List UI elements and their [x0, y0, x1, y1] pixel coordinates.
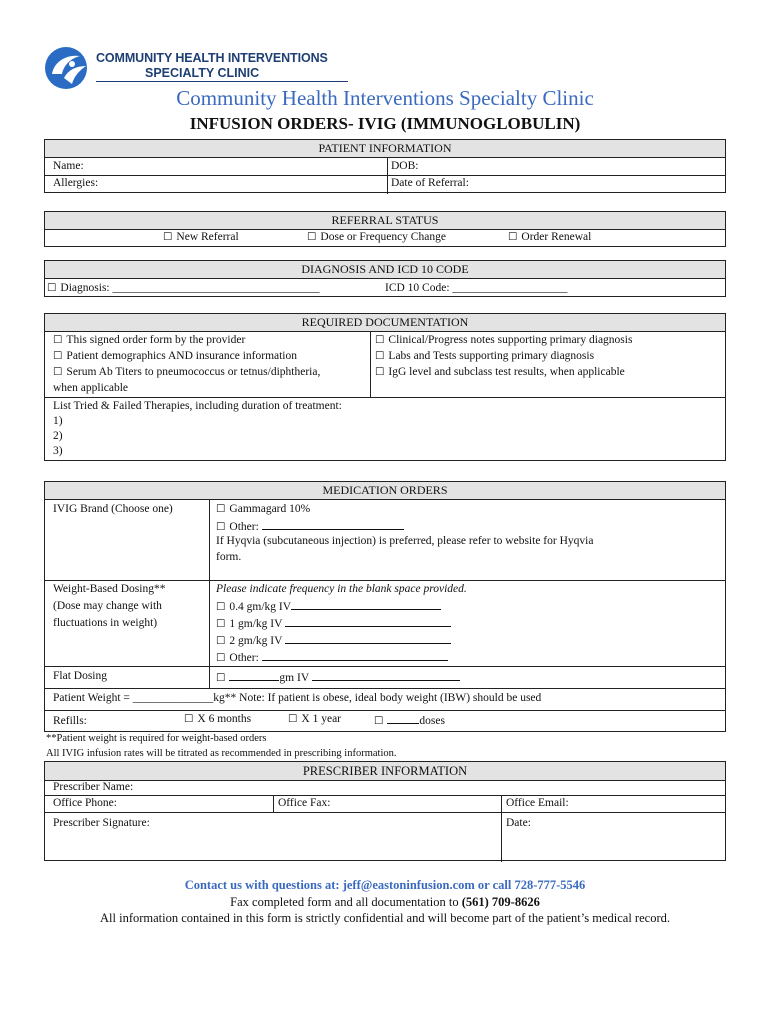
refill-option-6-months[interactable] [184, 713, 251, 725]
refill-option-1-year[interactable] [288, 713, 341, 725]
referral-status-header: REFERRAL STATUS [45, 212, 725, 230]
refill-doses-blank[interactable] [387, 713, 419, 724]
doc-item-label: Labs and Tests supporting primary diagnosis [388, 350, 595, 362]
referral-option-new[interactable] [163, 231, 239, 243]
checkbox-icon[interactable]: ☐ [374, 715, 384, 727]
referral-status-section [44, 211, 726, 247]
doc-item-clinical-notes[interactable] [375, 334, 632, 346]
checkbox-icon[interactable]: ☐ [216, 503, 226, 515]
brand-other-blank[interactable] [262, 519, 404, 530]
signature-date-field[interactable]: Date: [506, 817, 531, 829]
medication-row-divider-1 [45, 580, 725, 581]
allergies-field[interactable]: Allergies: [53, 177, 99, 189]
confidentiality-notice: All information contained in this form is strictly confidential and will become part of the patient’s medical record. [100, 911, 670, 925]
checkbox-icon[interactable]: ☐ [375, 350, 385, 362]
checkbox-icon[interactable]: ☐ [216, 618, 226, 630]
fax-instruction-text: Fax completed form and all documentation to [230, 895, 462, 909]
clinic-logo-icon [44, 44, 92, 90]
dose-option-1[interactable] [216, 616, 451, 630]
office-fax-field[interactable]: Office Fax: [278, 797, 331, 809]
diagnosis-section [44, 260, 726, 297]
hyqvia-note-line1: If Hyqvia (subcutaneous injection) is preferred, please refer to website for Hyqvia [216, 535, 594, 547]
brand-option-label: Other: [229, 521, 262, 533]
dose-option-label: 2 gm/kg IV [229, 635, 286, 647]
doc-item-labs[interactable] [375, 350, 594, 362]
dose-option-label: 1 gm/kg IV [229, 618, 286, 630]
referral-option-label: Dose or Frequency Change [320, 231, 446, 243]
referral-option-change[interactable] [307, 231, 446, 243]
diagnosis-field[interactable] [47, 282, 320, 294]
weight-dosing-label-1: Weight-Based Dosing** [53, 583, 166, 595]
doc-item-titers[interactable] [53, 366, 320, 378]
refill-option-label: X 1 year [301, 713, 342, 725]
dose-frequency-blank[interactable] [285, 633, 451, 644]
checkbox-icon[interactable]: ☐ [216, 601, 226, 613]
weight-dosing-label-3: fluctuations in weight) [53, 617, 158, 629]
doc-item-label: Serum Ab Titers to pneumococcus or tetnus/diphtheria, [66, 366, 321, 378]
logo-text-line1: COMMUNITY HEALTH INTERVENTIONS [96, 51, 328, 65]
weight-dosing-label-2: (Dose may change with [53, 600, 162, 612]
referral-date-field[interactable]: Date of Referral: [391, 177, 469, 189]
checkbox-icon[interactable]: ☐ [508, 231, 518, 243]
checkbox-icon[interactable]: ☐ [375, 334, 385, 346]
flat-dosing-label: Flat Dosing [53, 670, 107, 682]
doc-item-titers-cont: when applicable [53, 382, 129, 394]
therapy-line-3[interactable]: 3) [53, 445, 63, 457]
patient-weight-field[interactable]: Patient Weight = ______________kg** Note: If patient is obese, ideal body weight (IBW) should be used [53, 692, 542, 704]
doc-item-demographics[interactable] [53, 350, 297, 362]
flat-dose-amount-blank[interactable] [229, 670, 279, 681]
checkbox-icon[interactable]: ☐ [216, 652, 226, 664]
brand-option-label: Gammagard 10% [229, 503, 311, 515]
referral-option-renewal[interactable] [508, 231, 591, 243]
doc-item-label: Patient demographics AND insurance information [66, 350, 298, 362]
prescriber-row-divider-2 [45, 812, 725, 813]
diagnosis-label: Diagnosis: ____________________________________ [60, 282, 320, 294]
dose-frequency-blank[interactable] [285, 616, 451, 627]
dose-option-label: Other: [229, 652, 262, 664]
refill-option-doses[interactable] [374, 713, 445, 727]
doc-item-igg[interactable] [375, 366, 625, 378]
dose-frequency-blank[interactable] [291, 599, 441, 610]
medication-row-divider-2 [45, 666, 725, 667]
checkbox-icon[interactable]: ☐ [184, 713, 194, 725]
prescriber-row-divider-1 [45, 795, 725, 796]
dose-option-other[interactable] [216, 650, 448, 664]
refill-option-label: doses [419, 715, 445, 727]
weight-required-note: **Patient weight is required for weight-based orders [46, 733, 267, 744]
prescriber-signature-field[interactable]: Prescriber Signature: [53, 817, 150, 829]
required-documentation-header: REQUIRED DOCUMENTATION [45, 314, 725, 332]
checkbox-icon[interactable]: ☐ [216, 635, 226, 647]
prescriber-col-divider-1 [273, 795, 274, 812]
prescriber-col-divider-2 [501, 795, 502, 862]
fax-number: (561) 709-8626 [461, 895, 540, 909]
prescriber-name-field[interactable]: Prescriber Name: [53, 781, 134, 793]
checkbox-icon[interactable]: ☐ [288, 713, 298, 725]
prescriber-information-section [44, 761, 726, 861]
clinic-title: Community Health Interventions Specialty Clinic [176, 86, 594, 110]
checkbox-icon[interactable]: ☐ [216, 521, 226, 533]
logo-underline [96, 81, 348, 82]
checkbox-icon[interactable]: ☐ [307, 231, 317, 243]
logo-text-line2: SPECIALTY CLINIC [145, 66, 260, 80]
dose-other-blank[interactable] [262, 650, 448, 661]
therapy-line-2[interactable]: 2) [53, 430, 63, 442]
documentation-divider [370, 332, 371, 397]
doc-item-label: This signed order form by the provider [66, 334, 246, 346]
dose-option-label: 0.4 gm/kg IV [229, 601, 292, 613]
referral-option-label: Order Renewal [521, 231, 592, 243]
referral-option-label: New Referral [176, 231, 239, 243]
required-documentation-section [44, 313, 726, 461]
dose-option-2[interactable] [216, 633, 451, 647]
medication-row-divider-4 [45, 710, 725, 711]
checkbox-icon[interactable]: ☐ [375, 366, 385, 378]
clinic-logo [44, 44, 328, 90]
patient-information-section [44, 139, 726, 193]
titration-note: All IVIG infusion rates will be titrated as recommended in prescribing information. [46, 748, 397, 759]
therapies-label: List Tried & Failed Therapies, including duration of treatment: [53, 400, 342, 412]
checkbox-icon[interactable]: ☐ [53, 350, 63, 362]
brand-option-other[interactable] [216, 519, 404, 533]
icd-code-field[interactable]: ICD 10 Code: ____________________ [385, 282, 568, 294]
refills-label: Refills: [53, 715, 87, 727]
flat-dosing-option[interactable] [216, 670, 460, 684]
flat-dosing-unit: gm IV [279, 672, 312, 684]
doc-item-signed-order[interactable] [53, 334, 245, 346]
dose-option-0-4[interactable] [216, 599, 441, 613]
office-phone-field[interactable]: Office Phone: [53, 797, 117, 809]
patient-info-divider [387, 158, 388, 194]
flat-dose-frequency-blank[interactable] [312, 670, 460, 681]
form-title: INFUSION ORDERS- IVIG (IMMUNOGLOBULIN) [189, 114, 581, 133]
ivig-brand-label: IVIG Brand (Choose one) [53, 503, 173, 515]
brand-option-gammagard[interactable] [216, 503, 310, 515]
frequency-instruction: Please indicate frequency in the blank space provided. [216, 583, 467, 595]
checkbox-icon[interactable]: ☐ [47, 282, 57, 294]
fax-instruction [0, 895, 770, 910]
dob-field[interactable]: DOB: [391, 160, 419, 172]
checkbox-icon[interactable]: ☐ [163, 231, 173, 243]
medication-divider [209, 500, 210, 689]
diagnosis-header: DIAGNOSIS AND ICD 10 CODE [45, 261, 725, 279]
medication-orders-header: MEDICATION ORDERS [45, 482, 725, 500]
checkbox-icon[interactable]: ☐ [53, 334, 63, 346]
patient-info-row-divider [45, 175, 725, 176]
therapy-line-1[interactable]: 1) [53, 415, 63, 427]
doc-item-label: Clinical/Progress notes supporting primary diagnosis [388, 334, 633, 346]
medication-row-divider-3 [45, 688, 725, 689]
prescriber-information-header: PRESCRIBER INFORMATION [45, 762, 725, 781]
refill-option-label: X 6 months [197, 713, 252, 725]
hyqvia-note-line2: form. [216, 551, 242, 563]
contact-line: Contact us with questions at: jeff@eastoninfusion.com or call 728-777-5546 [184, 878, 586, 892]
checkbox-icon[interactable]: ☐ [53, 366, 63, 378]
doc-item-label: IgG level and subclass test results, when applicable [388, 366, 625, 378]
documentation-row-divider [45, 397, 725, 398]
patient-information-header: PATIENT INFORMATION [45, 140, 725, 158]
office-email-field[interactable]: Office Email: [506, 797, 569, 809]
checkbox-icon[interactable]: ☐ [216, 672, 226, 684]
name-field[interactable]: Name: [53, 160, 84, 172]
medication-orders-section [44, 481, 726, 732]
